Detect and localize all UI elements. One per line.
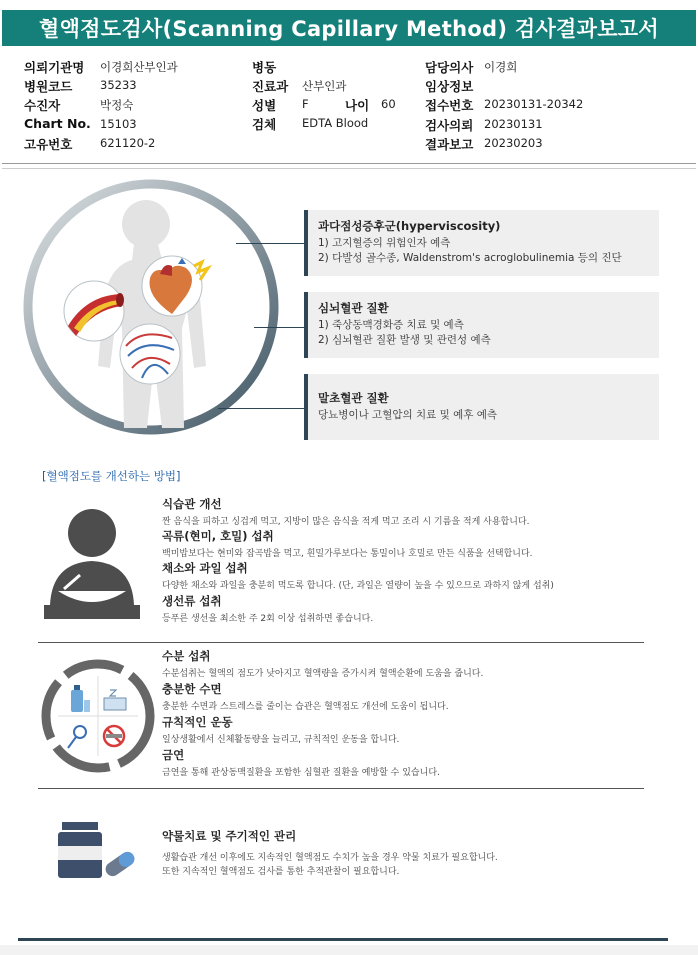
patient-value: 박정숙 bbox=[100, 98, 134, 112]
connector-line-1 bbox=[236, 243, 304, 244]
tip-exercise bbox=[162, 714, 399, 745]
body-illustration bbox=[22, 178, 280, 436]
medicine-bottle-icon bbox=[56, 820, 138, 880]
medication-heading: 약물치료 및 주기적인 관리 bbox=[162, 829, 297, 843]
medication-text-2: 또한 지속적인 혈액점도 검사를 통한 추적관찰이 필요합니다. bbox=[162, 867, 400, 877]
hospital-value: 이경희산부인과 bbox=[100, 60, 178, 74]
tip-text: 다양한 채소와 과일을 충분히 먹도록 합니다. (단, 과일은 열량이 높을 수 있으므로 과하지 않게 섭취) bbox=[162, 581, 554, 591]
age-label: 나이 bbox=[345, 98, 370, 113]
tip-text: 충분한 수면과 스트레스를 줄이는 습관은 혈액점도 개선에 도움이 됩니다. bbox=[162, 702, 449, 712]
request-label: 검사의뢰 bbox=[425, 118, 474, 133]
doctor-label: 담당의사 bbox=[425, 60, 474, 75]
age-value: 60 bbox=[381, 97, 396, 111]
header-divider bbox=[2, 163, 696, 164]
connector-line-3 bbox=[218, 408, 304, 409]
sleep-icon bbox=[104, 690, 126, 710]
hospital-label: 의뢰기관명 bbox=[24, 60, 85, 75]
tip-fish bbox=[162, 593, 373, 624]
chart-label: Chart No. bbox=[24, 116, 91, 131]
ward-label: 병동 bbox=[252, 60, 277, 75]
dept-value: 산부인과 bbox=[302, 79, 347, 93]
specimen-value: EDTA Blood bbox=[302, 116, 369, 130]
specimen-label: 검체 bbox=[252, 117, 277, 132]
tip-text: 짠 음식을 피하고 싱겁게 먹고, 지방이 많은 음식을 적게 먹고 조리 시 기름을 적게 사용합니다. bbox=[162, 517, 530, 527]
panel-line: 2) 다발성 골수종, Waldenstrom's acroglobulinemia 등의 진단 bbox=[318, 252, 622, 264]
footer-band bbox=[0, 945, 698, 955]
id-label: 고유번호 bbox=[24, 137, 73, 152]
chart-value: 15103 bbox=[100, 117, 137, 131]
panel-line: 1) 죽상동맥경화증 치료 및 예측 bbox=[318, 319, 464, 331]
report-label: 결과보고 bbox=[425, 137, 474, 152]
dept-label: 진료과 bbox=[252, 79, 289, 94]
tip-heading: 규칙적인 운동 bbox=[162, 715, 233, 729]
panel-line: 2) 심뇌혈관 질환 발생 및 관련성 예측 bbox=[318, 334, 491, 346]
tip-sleep bbox=[162, 681, 449, 712]
divider-1 bbox=[38, 642, 644, 643]
clinical-label: 임상정보 bbox=[425, 79, 474, 94]
artery-icon bbox=[64, 281, 124, 341]
panel-heading: 심뇌혈관 질환 bbox=[318, 301, 389, 315]
patient-info bbox=[0, 56, 698, 156]
id-value: 621120-2 bbox=[100, 136, 156, 150]
exercise-icon bbox=[68, 726, 86, 748]
panel-heading: 과다점성증후군(hyperviscosity) bbox=[318, 219, 501, 233]
person-eating-icon bbox=[40, 505, 144, 623]
pill-icon bbox=[103, 849, 137, 879]
tip-text: 백미밥보다는 현미와 잡곡밥을 먹고, 흰밀가루보다는 통밀이나 호밀로 만든 식품을 선택합니다. bbox=[162, 549, 533, 559]
tip-no-smoking bbox=[162, 747, 440, 778]
tip-heading: 곡류(현미, 호밀) 섭취 bbox=[162, 529, 274, 543]
report-title: 혈액점도검사(Scanning Capillary Method) 검사결과보고서 bbox=[2, 10, 696, 46]
panel-hyperviscosity bbox=[304, 210, 659, 276]
medication-section bbox=[162, 828, 498, 877]
receipt-value: 20230131-20342 bbox=[484, 97, 584, 111]
code-label: 병원코드 bbox=[24, 79, 73, 94]
tip-text: 금연을 통해 관상동맥질환을 포함한 심혈관 질환을 예방할 수 있습니다. bbox=[162, 768, 440, 778]
panel-peripheral bbox=[304, 374, 659, 440]
header-divider-light bbox=[2, 168, 696, 169]
sex-label: 성별 bbox=[252, 98, 277, 113]
tip-text: 수분섭취는 혈액의 점도가 낮아지고 혈액량을 증가시켜 혈액순환에 도움을 줍니다. bbox=[162, 669, 484, 679]
footer-bar bbox=[18, 938, 668, 941]
patient-label: 수진자 bbox=[24, 98, 61, 113]
panel-line: 1) 고지혈증의 위험인자 예측 bbox=[318, 237, 451, 249]
medication-text-1: 생활습관 개선 이후에도 지속적인 혈액점도 수치가 높을 경우 약물 치료가 필요합니다. bbox=[162, 853, 498, 863]
water-bottle-icon bbox=[71, 685, 90, 712]
request-value: 20230131 bbox=[484, 117, 543, 131]
tip-grains bbox=[162, 528, 533, 559]
tip-heading: 생선류 섭취 bbox=[162, 594, 222, 608]
tip-diet bbox=[162, 496, 529, 527]
no-smoking-icon bbox=[104, 726, 124, 746]
divider-2 bbox=[38, 788, 644, 789]
tip-heading: 수분 섭취 bbox=[162, 649, 211, 663]
receipt-label: 접수번호 bbox=[425, 98, 474, 113]
tip-water bbox=[162, 648, 483, 679]
brain-vessel-icon bbox=[120, 324, 180, 384]
tip-heading: 금연 bbox=[162, 748, 185, 762]
tip-heading: 충분한 수면 bbox=[162, 682, 222, 696]
tip-text: 등푸른 생선을 최소한 주 2회 이상 섭취하면 좋습니다. bbox=[162, 614, 374, 624]
connector-line-2 bbox=[254, 327, 304, 328]
section-title: [혈액점도를 개선하는 방법] bbox=[42, 469, 181, 483]
code-value: 35233 bbox=[100, 78, 137, 92]
tip-heading: 식습관 개선 bbox=[162, 497, 222, 511]
doctor-value: 이경희 bbox=[484, 60, 518, 74]
panel-heading: 말초혈관 질환 bbox=[318, 391, 389, 405]
panel-line: 당뇨병이나 고혈압의 치료 및 예후 예측 bbox=[318, 409, 497, 421]
tip-heading: 채소와 과일 섭취 bbox=[162, 561, 248, 575]
tip-vegetables bbox=[162, 560, 554, 591]
lifestyle-icon bbox=[38, 656, 158, 776]
panel-cardio bbox=[304, 292, 659, 358]
tip-text: 일상생활에서 신체활동량을 늘리고, 규칙적인 운동을 합니다. bbox=[162, 735, 400, 745]
report-value: 20230203 bbox=[484, 136, 543, 150]
sex-value: F bbox=[302, 97, 309, 111]
